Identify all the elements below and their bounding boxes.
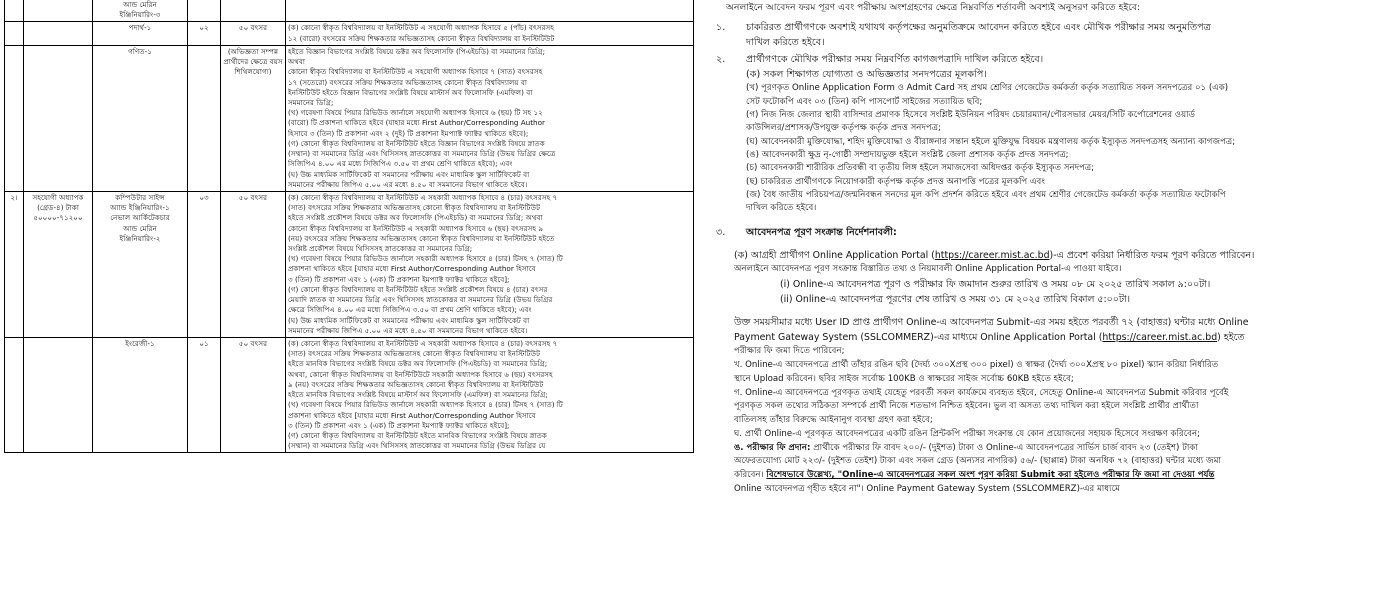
text-line: অফেরতযোগ্য মোট ২২৩/- (দুইশত তেইশ) টাকা এবং সকল গ্রেড (অন্যসর নাগরিক) ৫৬/- (ছাপ্পান্ন) টাকা অনধিক ৭২ (বাহাত্তর) ঘন্টার মধ্যে জমা [734,456,1221,467]
qualification-cell [286,45,694,191]
cell-line: (সম্মান) বা সমমানের ডিগ্রি এবং থিসিসসহ স্নাতকোত্তর বা সমমানের ডিগ্রি (উভয় ডিগ্রির ক্ষেত্রে [288,149,556,159]
text-line: সেট ফটোকপি এবং ০৩ (তিন) কপি পাসপোর্ট সাইজের সত্যায়িত ছবি; [746,96,983,107]
post-cell [24,45,93,191]
cell-line: (গ) কোনো স্বীকৃত বিশ্ববিদ্যালয় বা ইনস্টিটিউট হইতে বিজ্ঞান বিভাগের সংশ্লিষ্ট বিষয়ে স্নাতক [288,138,545,148]
text-line: কাউন্সিলর/প্রশাসক/উপযুক্ত কর্তৃপক্ষ কর্তৃক প্রদত্ত সনদপত্র; [746,123,941,134]
condition-item-3 [712,226,1396,241]
age-cell [221,338,286,453]
cell-line: (বারো) টি প্রকাশনা থাকিতে হইবে (যাহার মধ্যে First Author/Corresponding Author [288,118,545,128]
serial-cell [5,0,24,22]
cell-line: হইতে মানবিক বিভাগের সংশ্লিষ্ট বিষয়ে মাস্টার্স অব ফিলোসফি (এমফিল) বা সমমানের ডিগ্রি; [288,390,548,400]
cell-line: অ্যান্ড ইঞ্জিনিয়ারিং-১ [110,203,170,213]
cell-line: অথবা [288,57,305,67]
text-line: পরীক্ষার ফি জমা দিতে পারিবেন; [734,346,845,357]
text-line [734,469,1396,483]
subject-cell [93,0,188,22]
cell-line: সমমানের পরীক্ষায় জিপিএ ৫.০০ এর মধ্যে ৪.৫০ বা সমমানের বিভাগ থাকিতে হইবে। [288,179,528,189]
cell-line: কোনো স্বীকৃত বিশ্ববিদ্যালয় বা ইনস্টিটিউট এ সহযোগী অধ্যাপক হিসাবে ৭ (সাত) বৎসরসহ [288,67,543,77]
post-cell [24,22,93,45]
text-line: (ছ) চাকরিরত প্রার্থীগণকে নিয়োগকারী কর্তৃপক্ষ কর্তৃক প্রদত্ত অনাপত্তি পত্রের মূলকপি এবং [746,176,1046,187]
age-cell [221,191,286,337]
text-line: (চ) আবেদনকারী শারীরিক প্রতিবন্ধী বা তৃতীয় লিঙ্গ হইলে সমাজসেবা অধিদপ্তর কর্তৃক ইস্যুকৃত সনদপত্র; [746,163,1095,174]
text-line: (খ) পূরণকৃত Online Application Form ও Admit Card সহ প্রথম শ্রেণির গেজেটেড কর্মকর্তা কর্তৃক সত্যায়িত সকল সনদপত্রের ০১ (এক) [746,83,1229,94]
portal-link[interactable]: https://career.mist.ac.bd [934,250,1050,262]
serial-cell [5,22,24,45]
count-cell [188,338,221,453]
cell-line: অথবা, কোনো স্বীকৃত বিশ্ববিদ্যালয় বা ইনস্টিটিউটে সহকারী অধ্যাপক হিসাবে ৬ (ছয়) বৎসরসহ [288,369,553,379]
cell-line: ইংরেজী-১ [125,339,155,348]
cell-line: সিজিপিএ ৪.০০ এর মধ্যে সিজিপিএ ৩.৫০ বা প্রথম শ্রেণি থাকিতে হইবে); এবং [288,159,513,169]
subject-cell [93,45,188,191]
date-line-1: (i) Online-এ আবেদনপত্র পূরণ ও পরীক্ষার ফি জমাদান শুরুর তারিখ ও সময় ০৮ মে ২০২৫ তারিখ সকাল ৯:০০টা। [780,279,1211,291]
cell-line: আন্ড মেরিন [123,223,157,233]
cell-line: (গ) কোনো স্বীকৃত বিশ্ববিদ্যালয় বা ইনস্টিটিউট হইতে সংশ্লিষ্ট প্রকৌশল বিষয়ে ৪ (চার) বৎসর [288,284,548,294]
post-cell [24,338,93,453]
cell-line: ইনস্টিটিউট হইতে বিজ্ঞান বিভাগের সংশ্লিষ্ট বিষয়ে মাস্টার্স অব ফিলোসফি (এমফিল) বা [288,87,533,97]
conditions-heading: অনলাইনে আবেদন ফরম পূরণ এবং পরীক্ষায় অংশগ্রহণের ক্ষেত্রে নিম্নবর্ণিত শর্তাবলী অবশ্যই অনুসরণ করিতে হইবে: [726,2,1141,13]
item-number: ৩. [716,226,726,238]
cell-line: হিসাবে ৩ (তিন) টি প্রকাশনা এবং ২ (দুই) টি প্রকাশনা ইমপ্যাক্ট ফ্যাক্টর থাকিতে হইবে); [288,128,529,138]
item-number: ১. [716,22,726,33]
cell-line: (ক) কোনো স্বীকৃত বিশ্ববিদ্যালয় বা ইনস্টিটিউট এ সহকারী অধ্যাপক হিসাবে ৪ (চার) বৎসরসহ ৭ [288,192,558,202]
text-line: বাতিলসহ তাঁহার বিরুদ্ধে আইনানুগ ব্যবস্থা গ্রহণ করা হইবে; [734,415,933,426]
serial-cell [5,191,24,337]
cell-text: ২। [10,192,18,202]
cell-line: গণিত-১ [128,46,152,56]
cell-line: ক্ষেত্রে সিজিপিএ ৪.০০ এর মধ্যে সিজিপিএ ৩.৫০ বা প্রথম শ্রেণি থাকিতে হইবে); এবং [288,305,532,315]
cell-line: (ঘ) উচ্চ মাধ্যমিক সার্টিফিকেট বা সমমানের পরীক্ষায় এবং মাধ্যমিক স্কুল সার্টিফিকেট বা [288,315,530,325]
qualification-cell [286,191,694,337]
text-line: (জ) বৈধ জাতীয় পরিচয়পত্র/জন্মনিবন্ধন সনদের মূল কপি প্রদর্শন করিতে হইবে এবং প্রথম শ্রেণীর গেজেটেড কর্মকর্তা কর্তৃক সত্যায়িত ফটোকপি [746,189,1226,200]
cell-line: হইতে মানবিক বিভাগের সংশ্লিষ্ট বিষয়ে ডক্টর অব ফিলোসফি (পিএইচডি) বা সমমানের ডিগ্রি; [288,359,548,369]
text-line [734,442,1396,456]
date-line-2: (ii) Online-এ আবেদনপত্র পূরণের শেষ তারিখ ও সময় ৩১ মে ২০২৫ তারিখ বিকাল ৫:০০টা। [780,294,1130,306]
cell-line: (ক) কোনো স্বীকৃত বিশ্ববিদ্যালয় বা ইনস্টিটিউট এ সহযোগী অধ্যাপক হিসাবে ৫ (পাঁচ) বৎসরসহ [288,23,555,33]
subject-cell [93,338,188,453]
text-line: (ক) সকল শিক্ষাগত যোগ্যতা ও অভিজ্ঞতার সনদপত্রের মূলকপি। [746,68,987,80]
cell-text: ০৩ [199,192,209,202]
text-line: (গ) নিজ নিজ জেলার স্থায়ী বাসিন্দার প্রমাণক হিসেবে সংশ্লিষ্ট ইউনিয়ন পরিষদ চেয়ারম্যান/পৌরসভার মেয়র/সিটি কর্পোরেশনের ওয়ার্ড [746,110,1195,121]
right-column [712,0,1396,600]
text-line: খ. Online-এ আবেদনপত্রে প্রার্থী তাঁহার রঙিন ছবি (দৈর্ঘ্য ৩০০Xপ্রস্থ ৩০০ pixel) ও স্বাক্ষর (দৈর্ঘ্য ৩০০Xপ্রস্থ ৮০ pixel) স্ক্যান করিয়া নির্ধারিত [734,360,1219,371]
cell-line: (সাত) বৎসরের সক্রিয় শিক্ষকতার অভিজ্ঞতাসহ কোনো স্বীকৃত বিশ্ববিদ্যালয় বা ইনস্টিটিউট [288,203,541,213]
cell-line: (খ) গবেষণা বিষয়ে পিয়ার রিভিউড জার্নালে সহকারী অধ্যাপক হিসাবে ৪ (চার) টিসহ ৭ (সাত) টি [288,400,563,410]
cell-text: সহযোগী অধ্যাপক (গ্রেড-৪) টাকা ৫০০০০-৭১২০০ [32,192,84,223]
text-line: স্থানে Upload করিবেন। ছবির সাইজ সর্বোচ্চ 100KB ও স্বাক্ষরের সাইজ সর্বোচ্চ 60KB হইতে হইবে; [734,373,1074,384]
text-line: অনলাইনে আবেদনপত্র পূরণ সংক্রান্ত বিস্তারিত তথ্য ও নিয়মাবলী Online Application Portal-এ পাওয়া যাইবে। [734,264,1122,275]
text-line [734,248,1396,263]
table-row [5,45,694,191]
text-span: (ক) আগ্রহী প্রার্থীগণ Online Application Portal ( [734,250,935,262]
post-cell [24,191,93,337]
cell-text: ৫০ বৎসর [238,339,268,348]
text-line [734,330,1396,345]
cell-line: নেভাল আর্কিটেকচার [110,213,170,223]
cell-line: প্রকাশনা থাকিতে হইবে [যাহার মধ্যে First Author/Corresponding Author হিসাবে [288,410,536,420]
cell-text: ০২ [199,23,209,33]
cell-line: (খ) গবেষণা বিষয়ে পিয়ার রিভিউড জার্নালে সহকারী অধ্যাপক হিসাবে ৪ (চার) টিসহ ৭ (সাত) টি [288,254,563,264]
text-span: Payment Gateway System (SSLCOMMERZ)-এর মাধ্যমে Online Application Portal ( [734,332,1103,344]
serial-cell [5,338,24,453]
age-cell [221,45,286,191]
condition-item-1 [712,21,1396,51]
cell-line: কোনো স্বীকৃত বিশ্ববিদ্যালয় বা ইনস্টিটিউট এ সহকারী অধ্যাপক হিসাবে ৬ (ছয়) বৎসরসহ ৯ [288,223,544,233]
text-line: (ঙ) আবেদনকারী ক্ষুদ্র নৃ-গোষ্ঠী সম্প্রদায়ভুক্ত হইলে সংশ্লিষ্ট জেলা প্রশাসক কর্তৃক প্রদত্ত সনদপত্র; [746,150,1069,160]
cell-line: ১২ (বারো) বৎসরের সক্রিয় শিক্ষকতার অভিজ্ঞতাসহ কোনো স্বীকৃত বিশ্ববিদ্যালয় বা ইনস্টিটিউট [288,33,555,43]
cell-line: (গ) কোনো স্বীকৃত বিশ্ববিদ্যালয় বা ইনস্টিটিউট হইতে মানবিক বিভাগের সংশ্লিষ্ট বিষয়ে স্নাতক [288,430,547,440]
cell-text: ০১ [199,339,209,348]
cell-line: (সাত) বৎসরের সক্রিয় শিক্ষকতার অভিজ্ঞতাসহ কোনো স্বীকৃত বিশ্ববিদ্যালয় বা ইনস্টিটিউট [288,349,541,359]
cell-line: কম্পিউটার সাইন্স [115,192,165,202]
cell-line: (খ) গবেষণা বিষয়ে পিয়ার রিভিউড জার্নালে সহযোগী অধ্যাপক হিসাবে ৬ (ছয়) টি সহ ১২ [288,108,543,118]
cell-line: আন্ড মেরিন [123,0,157,9]
condition-item-2 [712,53,1396,216]
cell-line: পদার্থ-১ [128,23,152,33]
qualification-cell [286,0,694,22]
qualification-cell [286,22,694,45]
cell-line: ১৭ (সতেরো) বৎসরের সক্রিয় শিক্ষকতার অভিজ্ঞতাসহ কোনো স্বীকৃত বিশ্ববিদ্যালয় বা [288,77,527,87]
cell-text: (অভিজ্ঞতা সম্পন্ন প্রার্থীদের ক্ষেত্রে বয়স শিথিলযোগ্য) [223,46,283,77]
cell-line: ৩ (তিন) টি প্রকাশনা এবং ১ (এক) টি প্রকাশনা ইমপ্যাক্ট ফ্যাক্টর থাকিতে হইবে]; [288,274,510,284]
serial-cell [5,45,24,191]
cell-line: সমমানের পরীক্ষায় জিপিএ ৫.০০ এর মধ্যে ৪.৫০ বা সমমানের বিভাগ থাকিতে হইবে। [288,325,528,335]
cell-line: সংশ্লিষ্ট প্রকৌশল বিষয়ে থিসিসসহ স্নাতকোত্তর বা সমমানের ডিগ্রি; [288,244,473,254]
text-line: দাখিল করিতে হইবে। [746,203,817,214]
text-line: গ. Online-এ আবেদনপত্রে পূরণকৃত তথ্যই যেহেতু পরবর্তী সকল কার্যক্রমে ব্যবহৃত হইবে, সেহেতু Online-এ আবেদনপত্র Submit করিবার পূর্বেই [734,387,1229,398]
cell-line: মেয়াদি স্নাতক বা সমমানের ডিগ্রি এবং থিসিসসহ স্নাতকোত্তর বা সমমানের ডিগ্রি (উভয় ডিগ্রির [288,295,553,305]
cell-line: হইতে বিজ্ঞান বিভাগের সংশ্লিষ্ট বিষয়ে ডক্টর অব ফিলোসফি (পিএইচডি) বা সমমানের ডিগ্রি; [288,46,546,56]
count-cell [188,22,221,45]
post-cell [24,0,93,22]
subject-cell [93,191,188,337]
cell-line: হইতে সংশ্লিষ্ট প্রকৌশল বিষয়ে ডক্টর অব ফিলোসফি (পিএইচডি) বা সমমানের ডিগ্রি; অথবা [288,213,543,223]
text-line: পূরণকৃত সকল তথ্যের সঠিকতা সম্পর্কে প্রার্থী নিজে শতভাগ নিশ্চিত হইবেন। ভুল বা অসত্য তথ্য দাখিল করা হইলে সংশ্লিষ্ট প্রার্থীর প্রার্থীতা [734,401,1199,412]
text-line: ঘ. প্রার্থী Online-এ পূরণকৃত আবেদনপত্রের একটি রঙিন প্রিন্টকপি পরীক্ষা সংক্রান্ত যে কোন প্রয়োজনের সহায়ক হিসেবে সংরক্ষণ করিবেন; [734,428,1200,439]
cell-line: (সম্মান) বা সমমানের ডিগ্রি এবং থিসিসসহ স্নাতকোত্তর বা সমমানের ডিগ্রি (উভয় ডিগ্রির যে [288,441,546,451]
text-span: করিবেন। [734,470,767,481]
text-line: Online আবেদনপত্র গৃহীত হইবে না"। Online Payment Gateway System (SSLCOMMERZ)-এর মাধ্যমে [734,483,1120,494]
cell-line: ইঞ্জিনিয়ারিং-৩ [119,10,161,20]
portal-link[interactable]: https://career.mist.ac.bd [1102,332,1218,344]
text-span: ) হইতে [1217,332,1245,344]
cell-line: ইঞ্জিনিয়ারিং-২ [119,233,161,243]
text-line: প্রার্থীগণকে মৌখিক পরীক্ষার সময় নিম্নবর্ণিত কাগজপত্রাদি দাখিল করিতে হইবে। [746,53,1044,65]
count-cell [188,191,221,337]
payment-paragraph [734,315,1396,359]
qualification-table [4,0,694,453]
cell-line: (ক) কোনো স্বীকৃত বিশ্ববিদ্যালয় বা ইনস্টিটিউট এ সহকারী অধ্যাপক হিসাবে ৪ (চার) বৎসরসহ ৭ [288,339,558,348]
age-cell [221,22,286,45]
cell-line: ৯ (নয়) বৎসরের সক্রিয় শিক্ষকতার অভিজ্ঞতাসহ কোনো স্বীকৃত বিশ্ববিদ্যালয় বা ইনস্টিটিউট [288,379,544,389]
cell-line: (নয়) বৎসরের সক্রিয় শিক্ষকতার অভিজ্ঞতাসহ কোনো স্বীকৃত বিশ্ববিদ্যালয় বা ইনস্টিটিউট হইতে [288,233,555,243]
text-span: )-এ প্রবেশ করিয়া নির্ধারিত ফরম পূরণ করিতে পারিবেন। [1049,250,1255,262]
qualification-cell [286,338,694,453]
item-number: ২. [716,53,726,65]
section-heading: আবেদনপত্র পূরণ সংক্রান্ত নির্দেশনাবলী: [746,226,897,238]
fee-label: ঙ. পরীক্ষার ফি প্রদান: [734,442,811,453]
table-row [5,191,694,337]
cell-text: ৫০ বৎসর [238,192,268,202]
cell-line: সমমানের ডিগ্রি; [288,97,334,107]
age-cell [221,0,286,22]
text-line: দাখিল করিতে হইবে। [746,36,825,48]
subject-cell [93,22,188,45]
cell-text: ৫০ বৎসর [238,23,268,33]
text-span: প্রার্থীকে পরীক্ষার ফি বাবদ ২০০/- (দুইশত) টাকা ও Online-এ আবেদনপত্রের সার্ভিস চার্জ বাবদ ২৩ (তেইশ) টাকা [810,442,1198,453]
table-row [5,338,694,453]
text-line: চাকরিরত প্রার্থীগণকে অবশ্যই যথাযথ কর্তৃপক্ষের অনুমতিক্রমে আবেদন করিতে হইবে এবং মৌখিক পরীক্ষার সময় অনুমতিপত্র [746,22,1211,33]
count-cell [188,0,221,22]
count-cell [188,45,221,191]
table-row [5,22,694,45]
important-note: বিশেষভাবে উল্লেখ্য, "Online-এ আবেদনপত্রের সকল অংশ পূরণ করিয়া Submit করা হইলেও পরীক্ষার ফি জমা না দেওয়া পর্যন্ত [766,470,1215,481]
instructions-block [734,248,1396,496]
table-row [5,0,694,22]
text-line: (ঘ) আবেদনকারী মুক্তিযোদ্ধা, শহিদ মুক্তিযোদ্ধা ও বীরাঙ্গনার সন্তান হইলে মুক্তিযুদ্ধ বিষয়ক মন্ত্রণালয় কর্তৃক ইস্যুকৃত সনদপত্রসহ অন্যান্য কাগজপত্র; [746,136,1236,147]
cell-line: প্রকাশনা থাকিতে হইবে [যাহার মধ্যে First Author/Corresponding Author হিসাবে [288,264,536,274]
cell-line: (ঘ) উচ্চ মাধ্যমিক সার্টিফিকেট বা সমমানের পরীক্ষায় এবং মাধ্যমিক স্কুল সার্টিফিকেট বা [288,169,530,179]
text-line: উক্ত সময়সীমার মধ্যে User ID প্রাপ্ত প্রার্থীগণ Online-এ আবেদনপত্র Submit-এর সময় হইতে পরবর্তী ৭২ (বাহাত্তর) ঘন্টার মধ্যে Online [734,317,1249,329]
cell-line: ৩ (তিন) টি প্রকাশনা এবং ১ (এক) টি প্রকাশনা ইমপ্যাক্ট ফ্যাক্টর থাকিতে হইবে]; [288,420,510,430]
